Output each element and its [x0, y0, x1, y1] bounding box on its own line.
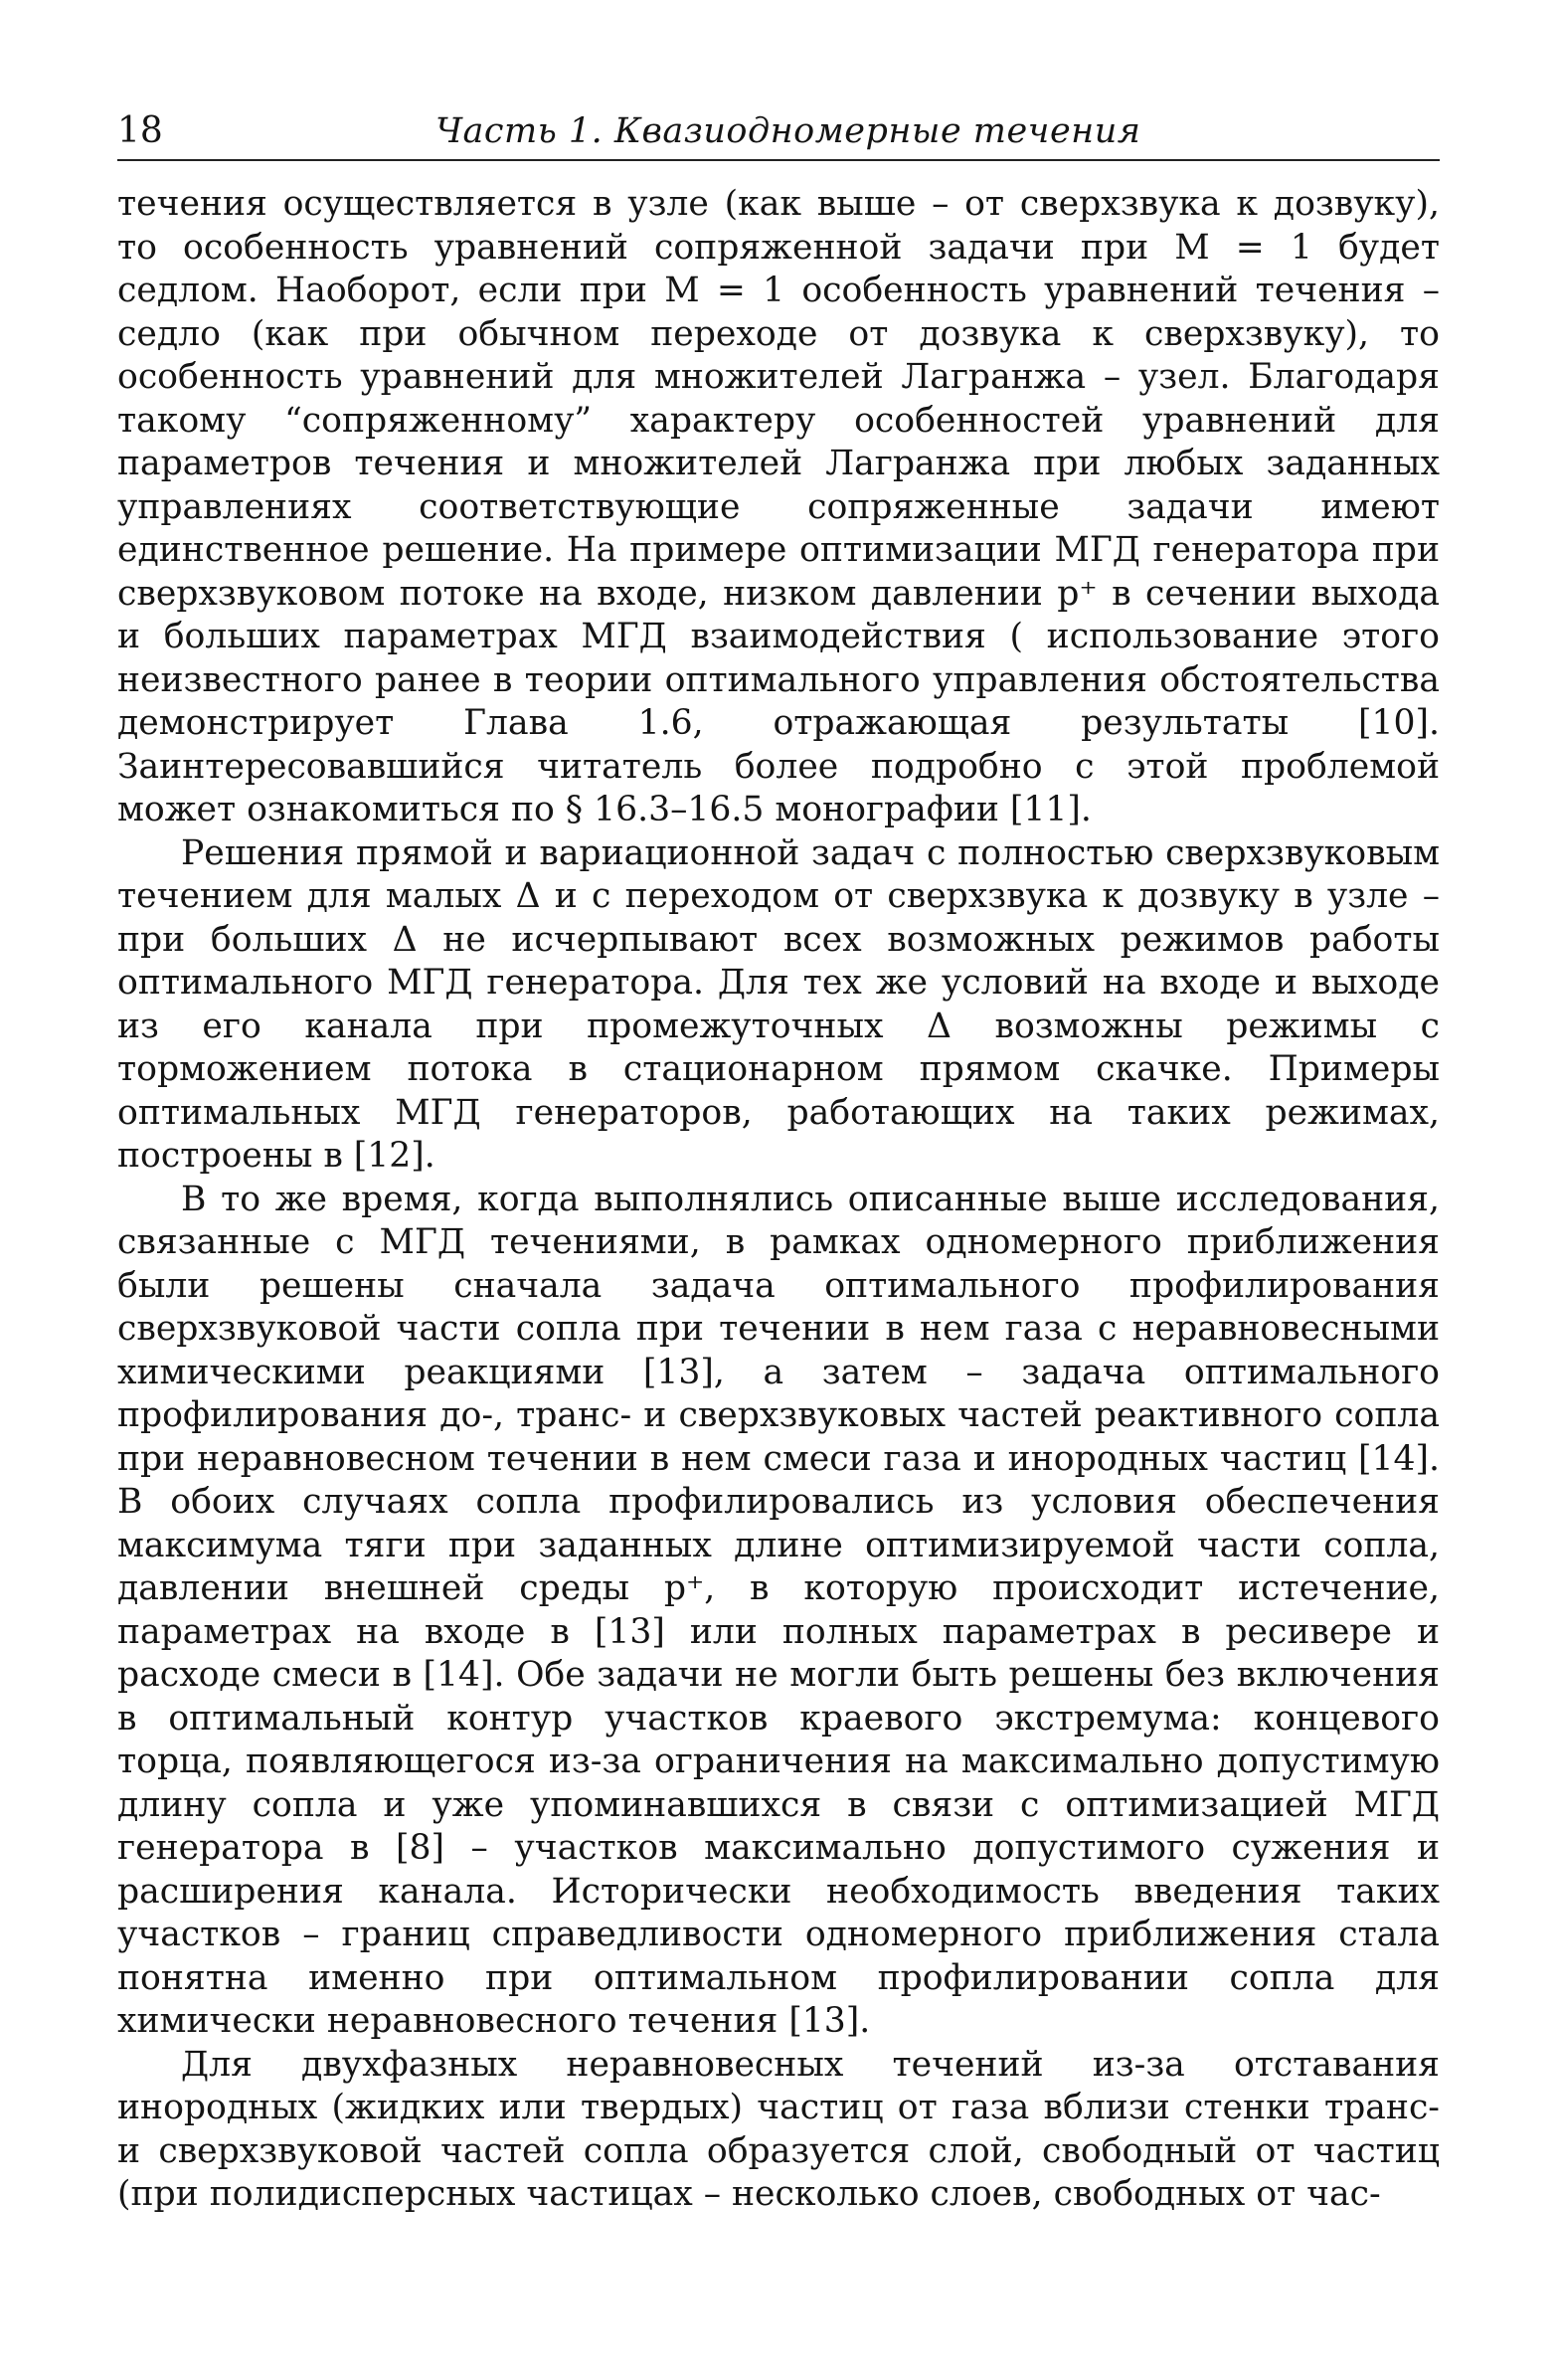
- paragraph-4: Для двухфазных неравновесных течений из-за отставания инородных (жидких или твердых) частиц от газа вблизи стенки транс- и сверхзвуковой частей сопла образуется слой, свободный от частиц (при полидисперсных частицах – несколько слоев, свободных от час-: [117, 2044, 1440, 2214]
- body-text: [117, 183, 1440, 2217]
- book-page: [117, 107, 1440, 2217]
- paragraph-1: течения осуществляется в узле (как выше – от сверхзвука к дозвуку), то особенность уравнений сопряженной задачи при M = 1 будет седлом. Наоборот, если при M = 1 особенность уравнений течения – седло (как при обычном переходе от дозвука к сверхзвуку), то особенность уравнений для множителей Лагранжа – узел. Благодаря такому “сопряженному” характеру особенностей уравнений для параметров течения и множителей Лагранжа при любых заданных управлениях соответствующие сопряженные задачи имеют единственное решение. На примере оптимизации МГД генератора при сверхзвуковом потоке на входе, низком давлении p⁺ в сечении выхода и больших параметрах МГД взаимодействия ( использование этого неизвестного ранее в теории оптимального управления обстоятельства демонстрирует Глава 1.6, отражающая результаты [10]. Заинтересовавшийся читатель более подробно с этой проблемой может ознакомиться по § 16.3–16.5 монографии [11].: [117, 184, 1440, 829]
- paragraph-2: Решения прямой и вариационной задач с полностью сверхзвуковым течением для малых Δ и с переходом от сверхзвука к дозвуку в узле – при больших Δ не исчерпывают всех возможных режимов работы оптимального МГД генератора. Для тех же условий на входе и выходе из его канала при промежуточных Δ возможны режимы с торможением потока в стационарном прямом скачке. Примеры оптимальных МГД генераторов, работающих на таких режимах, построены в [12].: [117, 832, 1440, 1176]
- page-header: [117, 107, 1440, 161]
- paragraph-3: В то же время, когда выполнялись описанные выше исследования, связанные с МГД течениями, в рамках одномерного приближения были решены сначала задача оптимального профилирования сверхзвуковой части сопла при течении в нем газа с неравновесными химическими реакциями [13], а затем – задача оптимального профилирования до-, транс- и сверхзвуковых частей реактивного сопла при неравновесном течении в нем смеси газа и инородных частиц [14]. В обоих случаях сопла профилировались из условия обеспечения максимума тяги при заданных длине оптимизируемой части сопла, давлении внешней среды p⁺, в которую происходит истечение, параметрах на входе в [13] или полных параметрах в ресивере и расходе смеси в [14]. Обе задачи не могли быть решены без включения в оптимальный контур участков краевого экстремума: концевого торца, появляющегося из-за ограничения на максимально допустимую длину сопла и уже упоминавшихся в связи с оптимизацией МГД генератора в [8] – участков максимально допустимого сужения и расширения канала. Исторически необходимость введения таких участков – границ справедливости одномерного приближения стала понятна именно при оптимальном профилировании сопла для химически неравновесного течения [13].: [117, 1179, 1440, 2041]
- running-title: Часть 1. Квазиодномерные течения: [435, 111, 1141, 151]
- page-number: 18: [117, 110, 163, 151]
